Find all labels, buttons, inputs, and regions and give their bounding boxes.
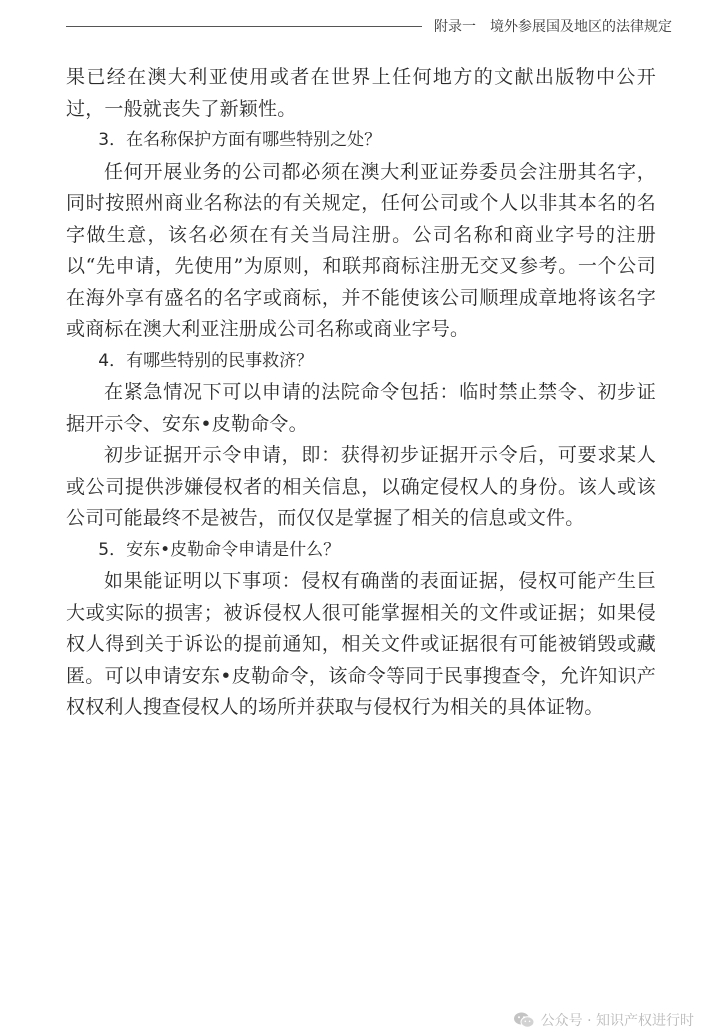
wechat-icon bbox=[513, 1011, 535, 1029]
question-5-answer: 如果能证明以下事项：侵权有确凿的表面证据，侵权可能产生巨大或实际的损害；被诉侵权人很可能掌握相关的文件或证据；如果侵权人得到关于诉讼的提前通知，相关文件或证据很有可能被销毁或藏匿。可以申请安东•皮勒命令，该命令等同于民事搜查令，允许知识产权权利人搜查侵权人的场所并获取与侵权行为相关的具体证物。 bbox=[66, 570, 656, 718]
question-4-heading: 4．有哪些特别的民事救济？ bbox=[98, 350, 314, 371]
continuation-paragraph: 果已经在澳大利亚使用或者在世界上任何地方的文献出版物中公开过，一般就丧失了新颖性。 bbox=[66, 66, 656, 120]
header-section: 附录一 bbox=[434, 19, 476, 35]
watermark-text: 公众号 · 知识产权进行时 bbox=[540, 1013, 694, 1029]
question-4-answer-2: 初步证据开示令申请，即：获得初步证据开示令后，可要求某人或公司提供涉嫌侵权者的相关信息，以确定侵权人的身份。该人或该公司可能最终不是被告，而仅仅是掌握了相关的信息或文件。 bbox=[66, 444, 656, 529]
header-rule bbox=[66, 26, 422, 27]
watermark bbox=[513, 1010, 694, 1030]
question-3-answer: 任何开展业务的公司都必须在澳大利亚证券委员会注册其名字，同时按照州商业名称法的有关规定，任何公司或个人以非其本名的名字做生意，该名必须在有关当局注册。公司名称和商业字号的注册以“先申请，先使用”为原则，和联邦商标注册无交叉参考。一个公司在海外享有盛名的名字或商标，并不能使该公司顺理成章地将该名字或商标在澳大利亚注册成公司名称或商业字号。 bbox=[66, 160, 656, 340]
question-3-heading: 3．在名称保护方面有哪些特别之处？ bbox=[98, 130, 382, 150]
question-5-heading: 5．安东•皮勒命令申请是什么？ bbox=[98, 539, 341, 560]
question-4-answer-1: 在紧急情况下可以申请的法院命令包括：临时禁止禁令、初步证据开示令、安东•皮勒命令。 bbox=[66, 381, 656, 435]
header-title: 境外参展国及地区的法律规定 bbox=[490, 19, 672, 35]
page-body bbox=[66, 62, 656, 724]
running-header bbox=[66, 14, 672, 38]
